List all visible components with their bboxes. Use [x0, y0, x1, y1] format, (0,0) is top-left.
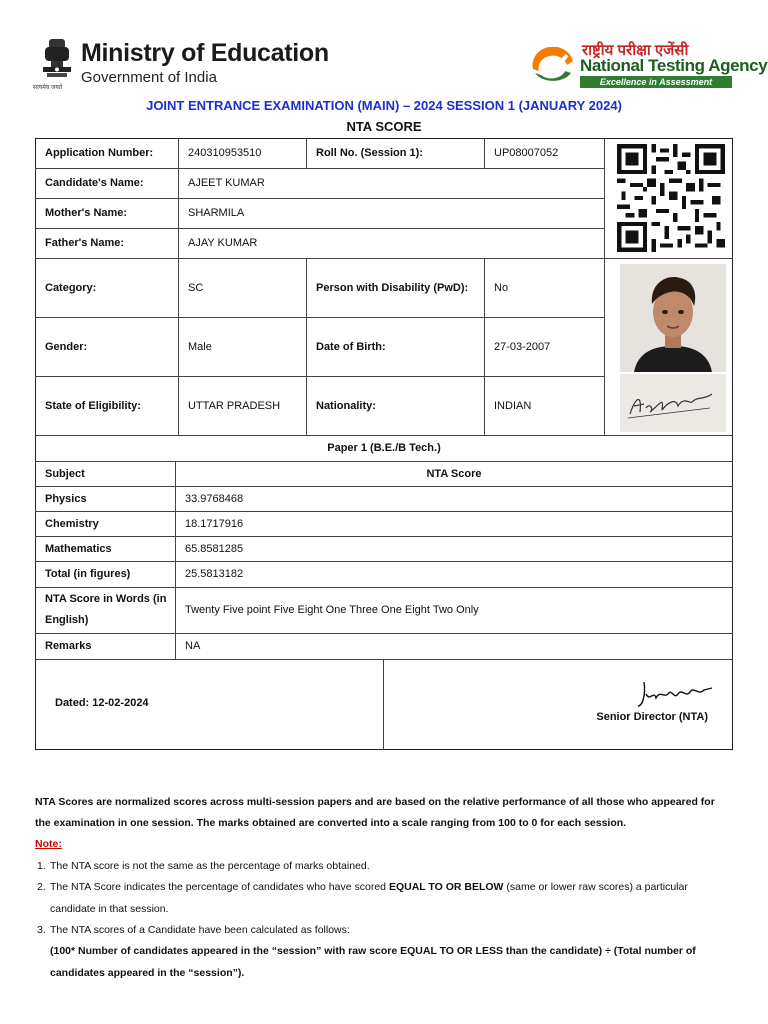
state-label: State of Eligibility:: [45, 399, 141, 412]
nta-score-column-header: NTA Score: [426, 467, 482, 480]
remarks-value: NA: [185, 640, 201, 652]
gender-label: Gender:: [45, 340, 88, 353]
grid-line: [383, 659, 384, 750]
note-text-part: (same or lower raw scores) a particular: [503, 881, 688, 893]
note-text-emphasis: EQUAL TO OR BELOW: [388, 881, 504, 893]
notes-intro-line1: NTA Scores are normalized scores across multi-session papers and are based on the relative performance of all those who appeared for: [35, 796, 715, 808]
application-number-value: 240310953510: [188, 147, 262, 159]
nta-name: National Testing Agency: [580, 56, 768, 75]
score-title: NTA SCORE: [346, 119, 422, 134]
father-name-value: AJAY KUMAR: [188, 237, 258, 249]
score-total: 25.5813182: [185, 568, 244, 580]
note-label: Note:: [35, 838, 62, 850]
dated: Dated: 12-02-2024: [55, 697, 149, 709]
note-item-text: candidate in that session.: [50, 903, 169, 915]
candidate-name-label: Candidate's Name:: [45, 177, 144, 189]
category-value: SC: [188, 281, 204, 294]
score-chemistry: 18.1717916: [185, 517, 244, 530]
nta-hindi-name: राष्ट्रीय परीक्षा एजेंसी: [582, 42, 689, 59]
note-text-part: The NTA Score indicates the percentage of candidates who have scored: [50, 881, 389, 893]
score-words-value: Twenty Five point Five Eight One Three One Eight Two Only: [185, 604, 479, 616]
roll-no-label: Roll No. (Session 1):: [316, 147, 423, 159]
mother-name-value: SHARMILA: [188, 207, 245, 219]
score-words-label-line2: English): [45, 614, 89, 626]
application-number-label: Application Number:: [45, 147, 154, 159]
qr-code: [617, 144, 725, 252]
note-item-number: 1.: [37, 860, 46, 872]
exam-title: JOINT ENTRANCE EXAMINATION (MAIN) – 2024 SESSION 1 (JANUARY 2024): [146, 98, 622, 113]
father-name-label: Father's Name:: [45, 237, 125, 249]
note-item-text: The NTA score is not the same as the percentage of marks obtained.: [50, 860, 370, 872]
subject-physics: Physics: [45, 492, 87, 505]
subject-total: Total (in figures): [45, 568, 131, 580]
pwd-label: Person with Disability (PwD):: [316, 281, 469, 294]
note-formula-text: (100* Number of candidates appeared in the “session” with raw score EQUAL TO OR LESS than the candidate) ÷ (Total number of: [50, 945, 696, 957]
page-header: [0, 0, 768, 95]
grid-line: [604, 138, 605, 435]
nta-logo-icon: [531, 47, 575, 85]
candidate-signature: [620, 374, 726, 432]
person-portrait-icon: [620, 264, 726, 372]
note-item-number: 3.: [37, 924, 46, 936]
dob-label: Date of Birth:: [316, 340, 386, 353]
remarks-label: Remarks: [45, 640, 92, 652]
candidate-signature-mark: [620, 374, 726, 432]
score-words-label: [35, 587, 175, 633]
note-item-text: The NTA scores of a Candidate have been calculated as follows:: [50, 924, 350, 936]
subject-mathematics: Mathematics: [45, 542, 112, 555]
pwd-value: No: [494, 281, 509, 294]
nta-tagline: Excellence in Assessment: [580, 76, 732, 88]
emblem-caption: सत्यमेव जयते: [33, 85, 63, 91]
notes-intro-line2: the examination in one session. The marks obtained are converted into a scale ranging from 100 to 0 for each session.: [35, 817, 627, 829]
subject-column-header: Subject: [45, 467, 85, 480]
subject-chemistry: Chemistry: [45, 517, 99, 530]
roll-no-value: UP08007052: [494, 147, 559, 159]
ministry-subtitle: Government of India: [81, 69, 217, 86]
candidate-name-value: AJEET KUMAR: [188, 177, 265, 189]
note-item-number: 2.: [37, 881, 46, 893]
dob-value: 27-03-2007: [494, 340, 551, 353]
score-physics: 33.9768468: [185, 492, 244, 505]
nationality-value: INDIAN: [494, 399, 532, 412]
ministry-title: Ministry of Education: [81, 39, 329, 67]
note-formula-text: candidates appeared in the “session”).: [50, 967, 245, 979]
paper-title: Paper 1 (B.E./B Tech.): [327, 442, 441, 454]
nationality-label: Nationality:: [316, 399, 376, 412]
candidate-photo: [620, 264, 726, 372]
score-mathematics: 65.8581285: [185, 542, 244, 555]
gender-value: Male: [188, 340, 212, 353]
mother-name-label: Mother's Name:: [45, 207, 128, 219]
grid-line: [35, 659, 733, 660]
state-value: UTTAR PRADESH: [188, 399, 281, 412]
score-words-label-line1: NTA Score in Words (in: [45, 593, 167, 605]
note-item-text: [50, 877, 730, 898]
signatory-title: Senior Director (NTA): [596, 711, 708, 723]
category-label: Category:: [45, 281, 97, 294]
